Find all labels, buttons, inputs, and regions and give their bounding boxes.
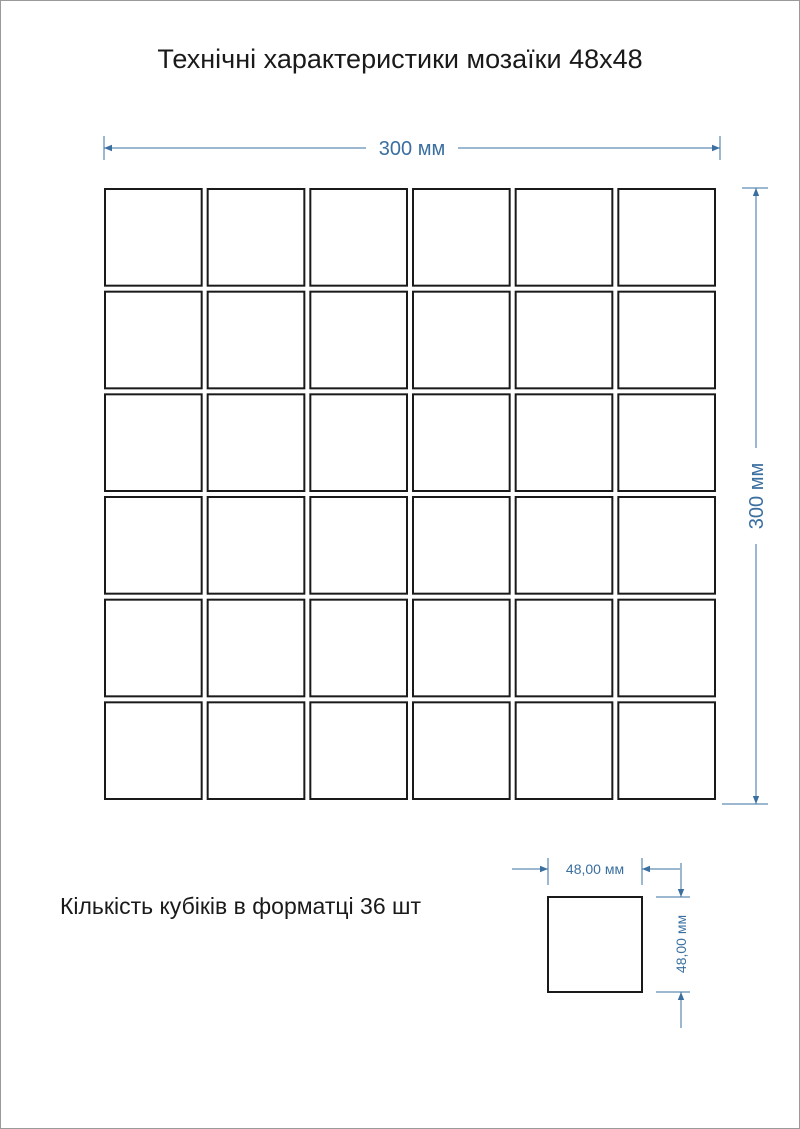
mosaic-tile [310, 292, 407, 389]
mosaic-tile [413, 702, 510, 799]
mosaic-tile [516, 702, 613, 799]
mosaic-tile [310, 702, 407, 799]
mosaic-tile [618, 600, 715, 697]
page-title: Технічні характеристики мозаїки 48х48 [157, 44, 643, 74]
mosaic-tile [413, 189, 510, 286]
mosaic-tile [310, 189, 407, 286]
width-dimension-label: 300 мм [378, 138, 446, 160]
mosaic-tile [310, 394, 407, 491]
mosaic-tile [105, 702, 202, 799]
tile-count-text: Кількість кубіків в форматці 36 шт [60, 893, 422, 919]
mosaic-tile [516, 600, 613, 697]
mosaic-tile [413, 292, 510, 389]
mosaic-tile [310, 600, 407, 697]
mosaic-tile [208, 600, 305, 697]
mosaic-tile [618, 394, 715, 491]
mosaic-tile [105, 600, 202, 697]
tile-detail-square [548, 897, 642, 992]
tile-width-label: 48,00 мм [565, 861, 625, 877]
mosaic-tile [413, 394, 510, 491]
mosaic-tile [208, 189, 305, 286]
mosaic-tile [105, 292, 202, 389]
mosaic-tile [516, 189, 613, 286]
height-dimension-label: 300 мм [746, 462, 768, 530]
height-dimension [722, 188, 768, 804]
mosaic-tile [618, 702, 715, 799]
mosaic-tile [208, 292, 305, 389]
mosaic-tile [516, 394, 613, 491]
mosaic-tile [413, 600, 510, 697]
mosaic-tile [208, 394, 305, 491]
mosaic-tile [105, 394, 202, 491]
mosaic-tile [516, 292, 613, 389]
mosaic-tile [105, 497, 202, 594]
mosaic-tile [618, 189, 715, 286]
mosaic-tile [413, 497, 510, 594]
mosaic-tile [208, 497, 305, 594]
mosaic-tile [105, 189, 202, 286]
width-dimension [104, 136, 720, 160]
tile-grid [105, 189, 715, 799]
mosaic-tile [516, 497, 613, 594]
mosaic-tile [208, 702, 305, 799]
mosaic-tile [310, 497, 407, 594]
tile-height-label: 48,00 мм [673, 914, 689, 974]
tile-detail [512, 858, 690, 1028]
mosaic-tile [618, 292, 715, 389]
mosaic-tile [618, 497, 715, 594]
